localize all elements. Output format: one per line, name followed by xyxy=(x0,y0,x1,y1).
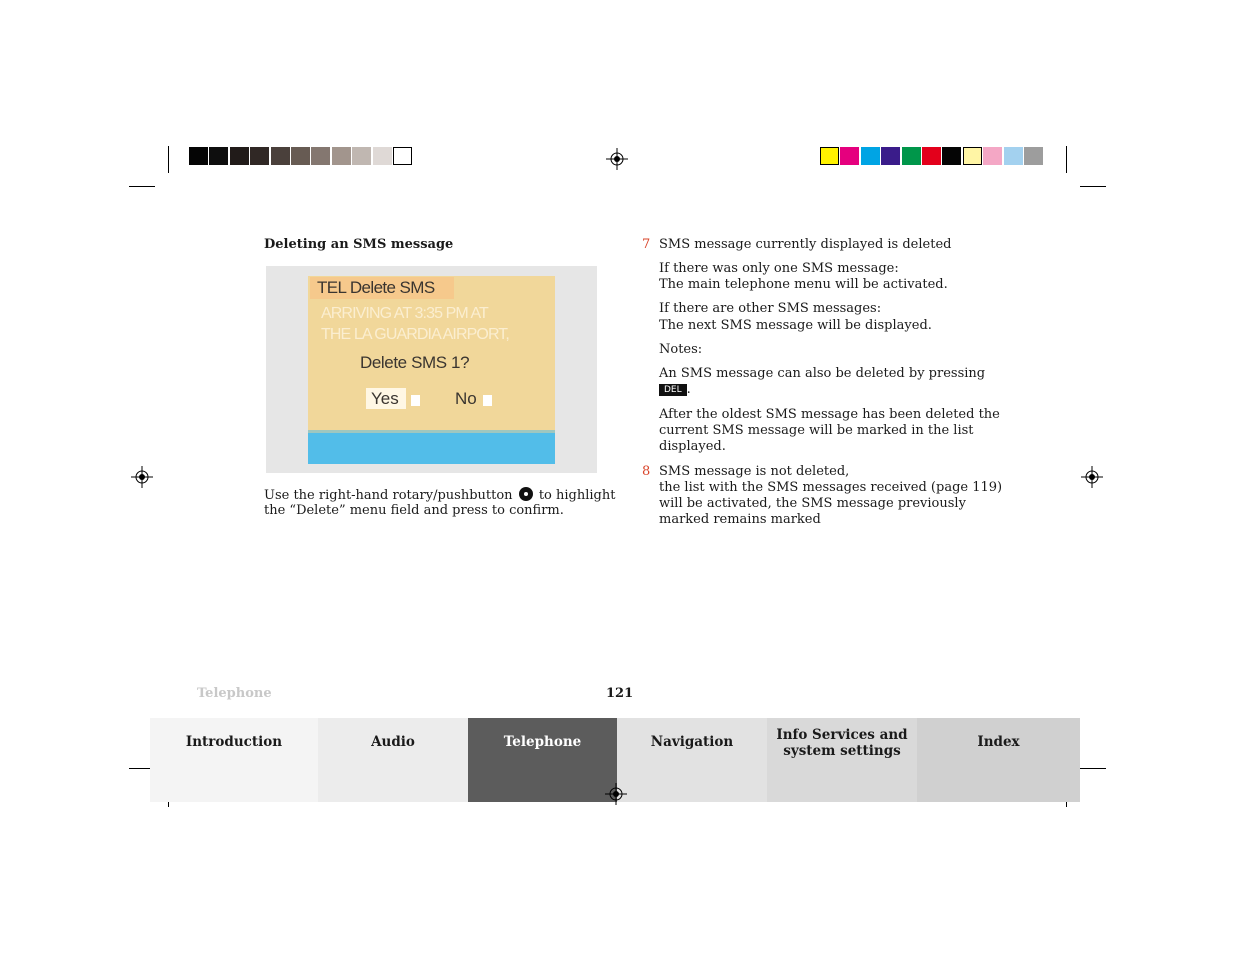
running-section-title: Telephone xyxy=(197,686,272,701)
crop-mark xyxy=(1080,768,1106,769)
registration-mark-icon xyxy=(606,148,628,170)
tab-navigation[interactable] xyxy=(617,718,767,802)
step-text: will be activated, the SMS message previously xyxy=(659,496,966,511)
color-swatch xyxy=(250,147,269,165)
tab-introduction[interactable] xyxy=(150,718,318,802)
page-number: 121 xyxy=(606,686,634,701)
tab-index[interactable] xyxy=(917,718,1080,802)
instruction-text xyxy=(264,487,615,504)
tab-telephone[interactable] xyxy=(468,718,617,802)
paragraph-line: The main telephone menu will be activated. xyxy=(659,277,948,292)
paragraph-line: If there was only one SMS message: xyxy=(659,261,899,276)
no-option-label[interactable]: No xyxy=(455,389,477,408)
color-swatch xyxy=(983,147,1002,165)
instruction-text-part: to highlight xyxy=(538,488,616,503)
registration-mark-icon xyxy=(131,466,153,488)
color-swatch xyxy=(881,147,900,165)
color-swatch xyxy=(922,147,941,165)
tab-label: Navigation xyxy=(650,734,734,750)
del-key-icon: DEL xyxy=(659,384,687,396)
tab-audio[interactable] xyxy=(318,718,468,802)
color-swatch xyxy=(209,147,228,165)
tab-label: Telephone xyxy=(503,734,582,750)
delete-question: Delete SMS 1? xyxy=(360,353,470,372)
color-swatch xyxy=(861,147,880,165)
step-text: the list with the SMS messages received (page 119) xyxy=(659,480,1003,495)
no-marker xyxy=(483,395,492,406)
note-line: DEL . xyxy=(659,382,691,398)
display-screen xyxy=(308,276,555,464)
yes-option-label: Yes xyxy=(371,389,399,408)
color-swatch xyxy=(311,147,330,165)
note-line: After the oldest SMS message has been deleted the xyxy=(659,407,1000,422)
color-swatch xyxy=(963,147,982,165)
step-text: SMS message currently displayed is deleted xyxy=(659,237,952,252)
screen-title: TEL Delete SMS xyxy=(317,278,435,297)
tab-label: Index xyxy=(977,734,1020,750)
crop-mark xyxy=(1066,146,1067,173)
color-swatch xyxy=(189,147,208,165)
color-swatch xyxy=(230,147,249,165)
step-text: SMS message is not deleted, xyxy=(659,464,850,479)
tab-label: system settings xyxy=(783,743,901,759)
registration-mark-icon xyxy=(1081,466,1103,488)
color-swatch xyxy=(1004,147,1023,165)
tab-label: Info Services and xyxy=(776,727,908,743)
crop-mark xyxy=(129,186,155,187)
color-swatch xyxy=(393,147,412,165)
tab-info-services[interactable] xyxy=(767,718,917,802)
step-text: marked remains marked xyxy=(659,512,821,527)
section-heading: Deleting an SMS message xyxy=(264,237,454,252)
step-number: 7 xyxy=(642,237,651,252)
color-swatch xyxy=(1024,147,1043,165)
paragraph-line: If there are other SMS messages: xyxy=(659,301,882,316)
yes-marker xyxy=(411,395,420,406)
notes-label: Notes: xyxy=(659,342,703,357)
registration-mark-icon xyxy=(605,783,627,805)
tab-label: Audio xyxy=(371,734,415,750)
instruction-text-part: Use the right-hand rotary/pushbutton xyxy=(264,488,513,503)
color-swatch xyxy=(271,147,290,165)
step-number: 8 xyxy=(642,464,651,479)
color-swatch xyxy=(902,147,921,165)
color-swatch xyxy=(291,147,310,165)
instruction-text: the “Delete” menu field and press to confirm. xyxy=(264,503,564,518)
crop-mark xyxy=(168,146,169,173)
color-swatch xyxy=(840,147,859,165)
color-swatch xyxy=(373,147,392,165)
crop-mark xyxy=(1080,186,1106,187)
screen-footer-bar xyxy=(308,433,555,464)
sms-text-line: THE LA GUARDIA AIRPORT, xyxy=(321,326,509,343)
note-line: displayed. xyxy=(659,439,726,454)
note-line: current SMS message will be marked in the list xyxy=(659,423,974,438)
rotary-button-icon xyxy=(519,487,533,501)
color-swatch xyxy=(352,147,371,165)
color-swatch xyxy=(820,147,839,165)
color-swatch xyxy=(332,147,351,165)
sms-text-line: ARRIVING AT 3:35 PM AT xyxy=(321,305,488,322)
note-line: An SMS message can also be deleted by pressing xyxy=(659,366,986,381)
tab-label: Introduction xyxy=(185,734,283,750)
color-swatch xyxy=(942,147,961,165)
paragraph-line: The next SMS message will be displayed. xyxy=(659,318,932,333)
